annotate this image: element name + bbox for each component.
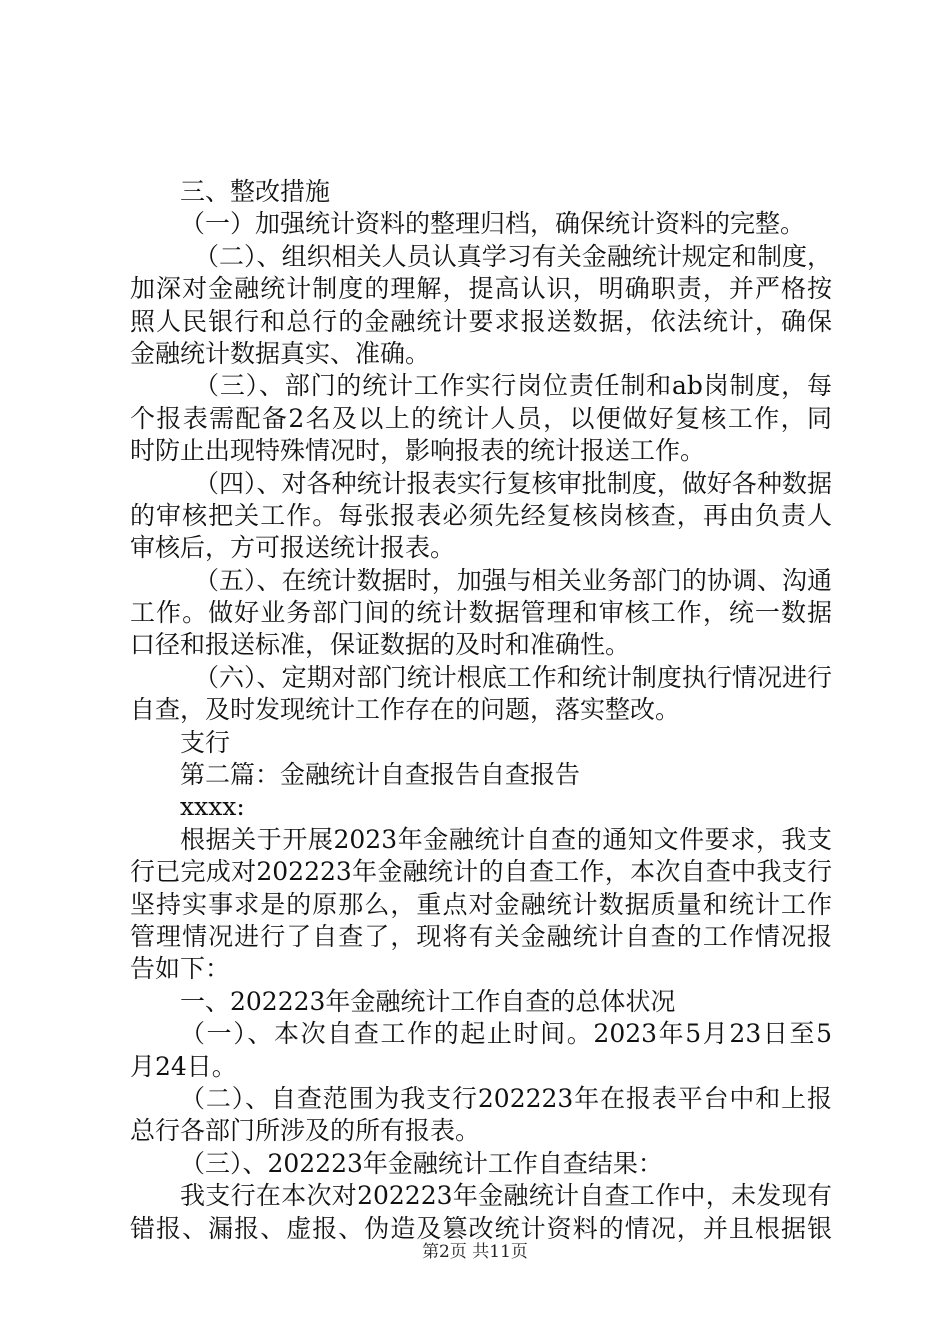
paragraph-line: （三）、部门的统计工作实行岗位责任制和ab岗制度，每 xyxy=(194,371,832,401)
paragraph-line: 坚持实事求是的原那么，重点对金融统计数据质量和统计工作 xyxy=(130,889,832,919)
page-footer: 第2页 共11页 xyxy=(422,1242,528,1262)
paragraph-line: 根据关于开展2023年金融统计自查的通知文件要求，我支 xyxy=(180,824,832,854)
paragraph-line: 告如下： xyxy=(130,954,231,984)
paragraph-line: 我支行在本次对202223年金融统计自查工作中，未发现有 xyxy=(180,1181,832,1211)
paragraph-line: 照人民银行和总行的金融统计要求报送数据，依法统计，确保 xyxy=(130,306,832,336)
paragraph-line: 总行各部门所涉及的所有报表。 xyxy=(130,1116,481,1146)
paragraph-line: 的审核把关工作。每张报表必须先经复核岗核查，再由负责人 xyxy=(130,500,832,530)
paragraph-line: 个报表需配备2名及以上的统计人员，以便做好复核工作，同 xyxy=(130,403,832,433)
paragraph-line: 金融统计数据真实、准确。 xyxy=(130,338,431,368)
addressee: xxxx: xyxy=(180,792,245,822)
document-body xyxy=(130,176,832,1245)
paragraph-line: （五）、在统计数据时，加强与相关业务部门的协调、沟通 xyxy=(194,565,832,595)
paragraph-line: 口径和报送标准，保证数据的及时和准确性。 xyxy=(130,630,631,660)
paragraph-line: （二）、自查范围为我支行202223年在报表平台中和上报 xyxy=(180,1083,832,1113)
paragraph-line: 行已完成对202223年金融统计的自查工作，本次自查中我支行 xyxy=(130,857,832,887)
paragraph-line: （三）、202223年金融统计工作自查结果： xyxy=(180,1148,663,1178)
paragraph-line: 自查，及时发现统计工作存在的问题，落实整改。 xyxy=(130,695,681,725)
paragraph-line: （一）加强统计资料的整理归档，确保统计资料的完整。 xyxy=(180,209,806,239)
paragraph-line: 加深对金融统计制度的理解，提高认识，明确职责，并严格按 xyxy=(130,274,832,304)
paragraph-line: （六）、定期对部门统计根底工作和统计制度执行情况进行 xyxy=(194,662,832,692)
paragraph-line: （四）、对各种统计报表实行复核审批制度，做好各种数据 xyxy=(194,468,832,498)
paragraph-line: 管理情况进行了自查了，现将有关金融统计自查的工作情况报 xyxy=(130,921,832,951)
paragraph-line: 工作。做好业务部门间的统计数据管理和审核工作，统一数据 xyxy=(130,598,832,628)
paragraph-line: 审核后，方可报送统计报表。 xyxy=(130,533,456,563)
paragraph-line: （一）、本次自查工作的起止时间。2023年5月23日至5 xyxy=(180,1019,832,1049)
section-heading: 三、整改措施 xyxy=(180,177,331,206)
paragraph-line: 错报、漏报、虚报、伪造及篡改统计资料的情况，并且根据银 xyxy=(130,1213,832,1243)
paragraph-line: （二）、组织相关人员认真学习有关金融统计规定和制度， xyxy=(194,241,832,271)
paragraph-line: 月24日。 xyxy=(130,1051,237,1081)
section-heading: 一、202223年金融统计工作自查的总体状况 xyxy=(180,986,676,1016)
paragraph-line: 时防止出现特殊情况时，影响报表的统计报送工作。 xyxy=(130,436,706,466)
signature-line: 支行 xyxy=(180,727,231,757)
chapter-title: 第二篇：金融统计自查报告自查报告 xyxy=(180,760,581,790)
